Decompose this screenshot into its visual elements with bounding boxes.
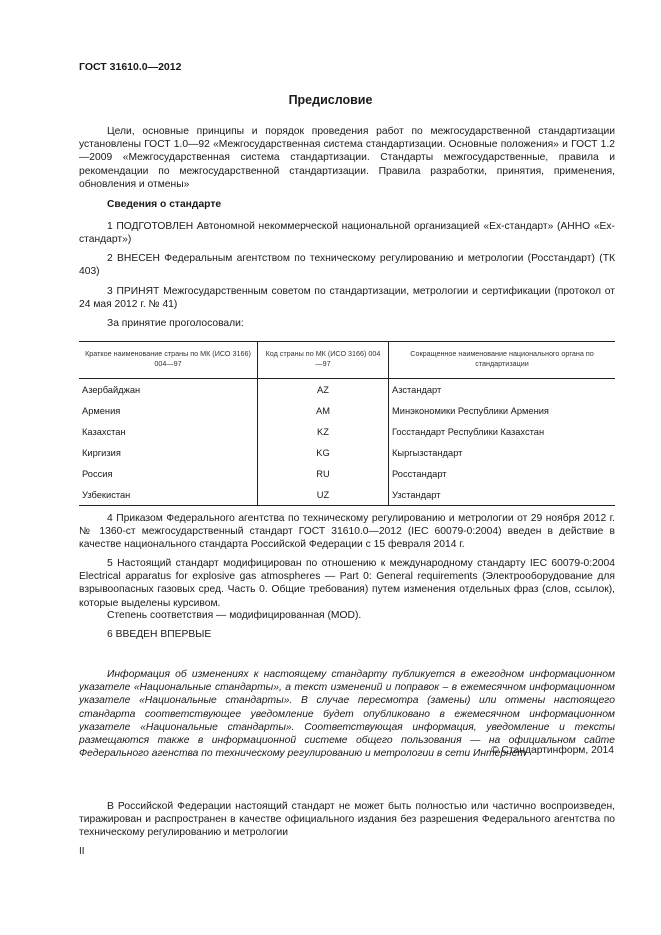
authority-cell: Узстандарт [389,484,616,506]
code-cell: AM [258,400,389,421]
section-title: Сведения о стандарте [107,199,222,210]
voting-table [79,341,615,506]
code-cell: UZ [258,484,389,506]
authority-cell: Азстандарт [389,379,616,401]
authority-cell: Кыргызстандарт [389,442,616,463]
item-5: 5 Настоящий стандарт модифицирован по отношению к международному стандарту IEC 60079-0:2004 Electrical apparatus for explosive gas atmospheres — Part 0: General requirements (Электрооборудование для взрывоопасных газовых сред. Часть 0. Общие требования) путем изменения отдельных фраз (слов, ссылок), которые выделены курсивом. [79,558,615,609]
country-cell: Армения [82,405,121,416]
country-cell: Киргизия [82,447,121,458]
change-notice: Информация об изменениях к настоящему стандарту публикуется в ежегодном информационном указателе «Национальные стандарты», а текст изменений и поправок – в ежемесячном информационном указателе «Национальные стандарты». В случае пересмотра (замены) или отмены настоящего стандарта соответствующее уведомление будет опубликовано в ежемесячном информационном указателе «Национальные стандарты». Соответствующая информация, уведомление и тексты размещаются также в информационной системе общего пользования — на официальном сайте Федерального агенства по техническому регулированию и метрологии в сети Интернет [79,669,615,760]
country-cell: Казахстан [82,426,126,437]
page-number: II [79,846,85,857]
column-header-authority: Сокращенное наименование национального органа по стандартизации [389,342,616,379]
country-cell: Россия [82,468,113,479]
column-header-code: Код страны по МК (ИСО 3166) 004—97 [258,342,389,379]
document-code: ГОСТ 31610.0—2012 [79,61,182,73]
table-header-row [79,342,615,379]
table-row [79,400,615,421]
item-6: 6 ВВЕДЕН ВПЕРВЫЕ [107,629,212,640]
table-row [79,484,615,506]
code-cell: KG [258,442,389,463]
authority-cell: Госстандарт Республики Казахстан [389,421,616,442]
intro-paragraph: Цели, основные принципы и порядок проведения работ по межгосударственной стандартизации установлены ГОСТ 1.0—92 «Межгосударственная система стандартизации. Основные положения» и ГОСТ 1.2—2009 «Межгосударственная система стандартизации. Стандарты межгосударственные, правила и рекомендации по межгосударственной стандартизации. Правила разработки, принятия, применения, обновления и отмены» [79,126,615,190]
table-row [79,442,615,463]
authority-cell: Минэкономики Республики Армения [389,400,616,421]
item-1: 1 ПОДГОТОВЛЕН Автономной некоммерческой национальной организацией «Ех-стандарт» (АННО «Ех-стандарт») [79,221,615,246]
table-row [79,421,615,442]
column-header-country: Краткое наименование страны по МК (ИСО 3166) 004—97 [79,342,258,379]
code-cell: RU [258,463,389,484]
table-row [79,463,615,484]
country-cell: Узбекистан [79,484,258,506]
authority-cell: Росстандарт [389,463,616,484]
item-3: 3 ПРИНЯТ Межгосударственным советом по стандартизации, метрологии и сертификации (протокол от 24 мая 2012 г. № 41) [79,286,615,311]
country-cell: Азербайджан [82,384,141,395]
reproduction-restriction: В Российской Федерации настоящий стандарт не может быть полностью или частично воспроизведен, тиражирован и распространен в качестве официального издания без разрешения Федерального агентства по техническому регулированию и метрологии [79,801,615,839]
code-cell: KZ [258,421,389,442]
item-5-conformity: Степень соответствия — модифицированная (MOD). [107,610,362,621]
code-cell: AZ [258,379,389,401]
item-2: 2 ВНЕСЕН Федеральным агентством по техническому регулированию и метрологии (Росстандарт) (ТК 403) [79,253,615,278]
page-title: Предисловие [288,93,373,107]
copyright: © Стандартинформ, 2014 [491,745,614,756]
voted-label: За принятие проголосовали: [107,318,244,329]
item-4: 4 Приказом Федерального агентства по техническому регулированию и метрологии от 29 ноября 2012 г. № 1360-ст межгосударственный стандарт ГОСТ 31610.0—2012 (IEC 60079-0:2004) введен в действие в качестве национального стандарта Российской Федерации с 15 февраля 2014 г. [79,513,615,551]
table-row [79,379,615,401]
